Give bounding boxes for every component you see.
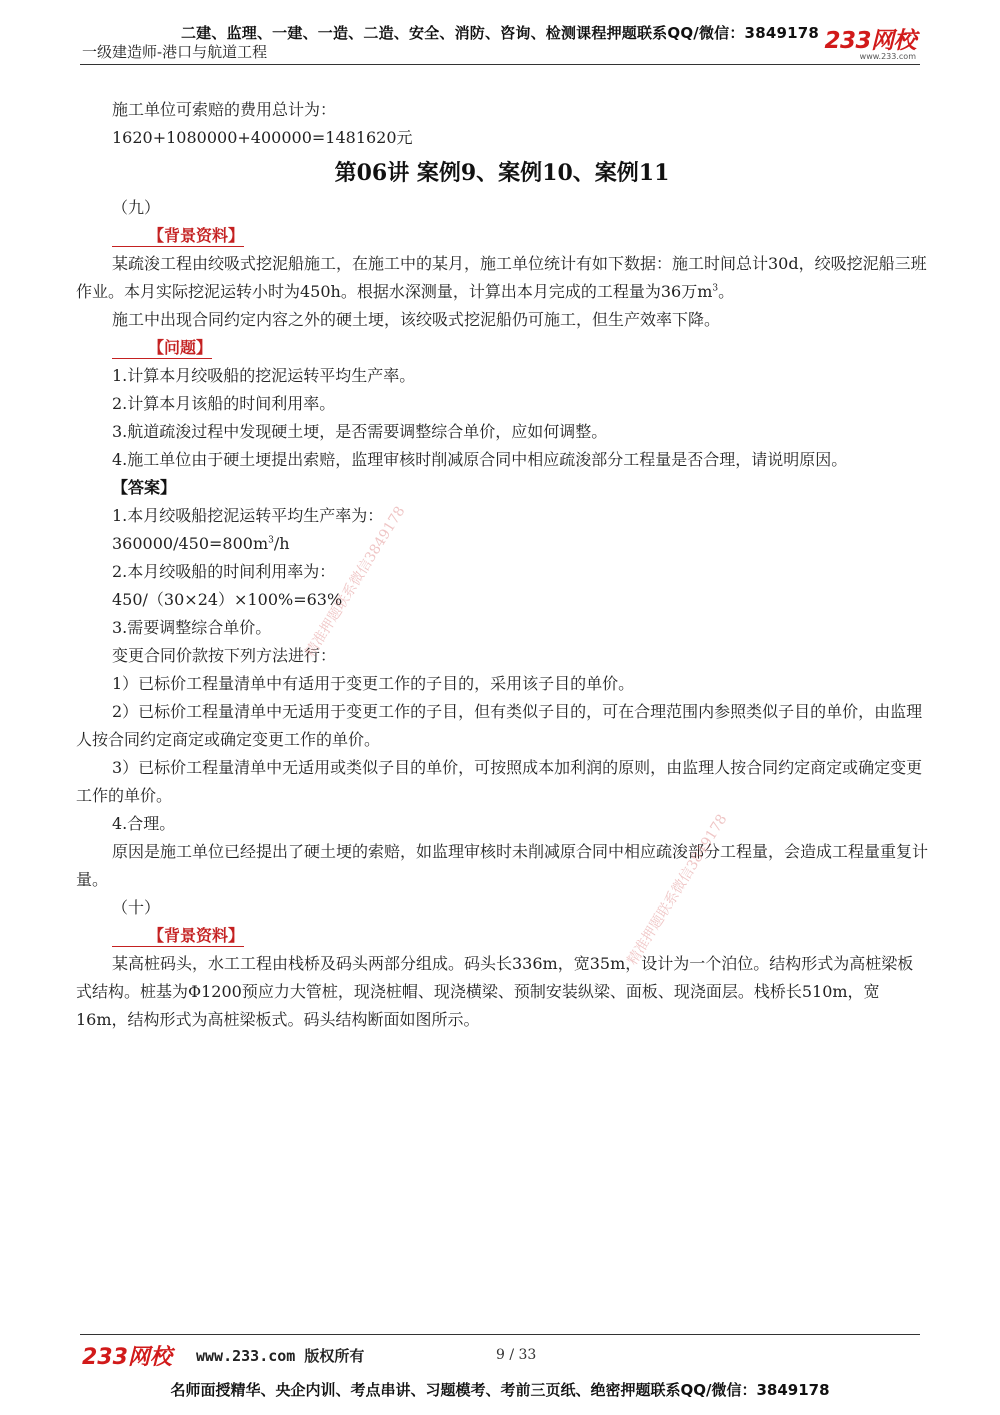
case9-answer-3-item-2: 2）已标价工程量清单中无适用于变更工作的子目，但有类似子目的，可在合理范围内参照类似子目的单价，由监理人按合同约定商定或确定变更工作的单价。 [76,702,923,749]
top-promo-banner: 二建、监理、一建、一造、二造、安全、消防、咨询、检测课程押题联系QQ/微信：3849178 [180,24,820,42]
case9-background-p1: 某疏浚工程由绞吸式挖泥船施工，在施工中的某月，施工单位统计有如下数据：施工时间总计30d，绞吸挖泥船三班作业。本月实际挖泥运转小时为450h。根据水深测量，计算出本月完成的工程量为36万$m^3$。 [76,254,927,301]
footer-divider [80,1334,920,1335]
case9-answer-tag: 【答案】 [112,478,177,497]
case9-answer-1-calc: $360000/450=800m^3/h$ [112,534,290,553]
case9-answer-3: 3.需要调整综合单价。 [112,618,272,637]
document-subject: 一级建造师-港口与航道工程 [82,43,268,61]
case9-background-tag: 【背景资料】 [112,226,244,247]
case9-question-tag: 【问题】 [112,338,212,359]
case9-question-1: 1.计算本月绞吸船的挖泥运转平均生产率。 [112,366,416,385]
case9-number: （九） [112,198,161,217]
case9-answer-3-intro: 变更合同价款按下列方法进行： [112,646,337,665]
page-number: 9 / 33 [496,1347,537,1363]
case9-answer-4: 4.合理。 [112,814,176,833]
header-logo-url: www.233.com [859,52,916,61]
case9-question-4: 4.施工单位由于硬土埂提出索赔，监理审核时削减原合同中相应疏浚部分工程量是否合理，请说明原因。 [112,450,848,469]
header-logo [824,28,916,61]
intro-line-1: 施工单位可索赔的费用总计为： [112,100,337,119]
case9-question-2: 2.计算本月该船的时间利用率。 [112,394,336,413]
case10-number: （十） [112,898,161,917]
case9-background-p2: 施工中出现合同约定内容之外的硬土埂，该绞吸式挖泥船仍可施工，但生产效率下降。 [112,310,721,329]
bottom-promo-banner: 名师面授精华、央企内训、考点串讲、习题模考、考前三页纸、绝密押题联系QQ/微信：3849178 [170,1381,830,1399]
case9-answer-4-reason: 原因是施工单位已经提出了硬土埂的索赔，如监理审核时未削减原合同中相应疏浚部分工程量，会造成工程量重复计量。 [76,842,929,889]
section-title: 第06讲 案例9、案例10、案例11 [334,160,670,186]
header-divider [80,64,920,65]
case10-background-tag: 【背景资料】 [112,926,244,947]
case9-question-3: 3.航道疏浚过程中发现硬土埂，是否需要调整综合单价，应如何调整。 [112,422,608,441]
watermark-2: 精准押题联系微信3849178 [624,811,731,969]
case9-answer-2: 2.本月绞吸船的时间利用率为： [112,562,336,581]
case9-answer-3-item-1: 1）已标价工程量清单中有适用于变更工作的子目的，采用该子目的单价。 [112,674,635,693]
case9-answer-1: 1.本月绞吸船挖泥运转平均生产率为： [112,506,384,525]
header-logo-text: 233网校 [824,28,916,54]
case10-background-p1: 某高桩码头，水工工程由栈桥及码头两部分组成。码头长336m，宽35m，设计为一个泊位。结构形式为高桩梁板式结构。桩基为Φ1200预应力大管桩，现浇桩帽、现浇横梁、预制安装纵梁、面板、现浇面层。栈桥长510m，宽16m，结构形式为高桩梁板式。码头结构断面如图所示。 [76,954,914,1029]
intro-line-2: 1620+1080000+400000=1481620元 [112,128,413,147]
case9-answer-2-calc: 450/（30×24）×100%=63% [112,590,343,609]
case9-answer-3-item-3: 3）已标价工程量清单中无适用或类似子目的单价，可按照成本加利润的原则，由监理人按合同约定商定或确定变更工作的单价。 [76,758,923,805]
footer-copyright: www.233.com 版权所有 [196,1347,365,1365]
page-content [76,96,928,1034]
watermark-1: 精准押题联系微信3849178 [302,503,409,661]
footer-logo: 233网校 [82,1345,172,1370]
